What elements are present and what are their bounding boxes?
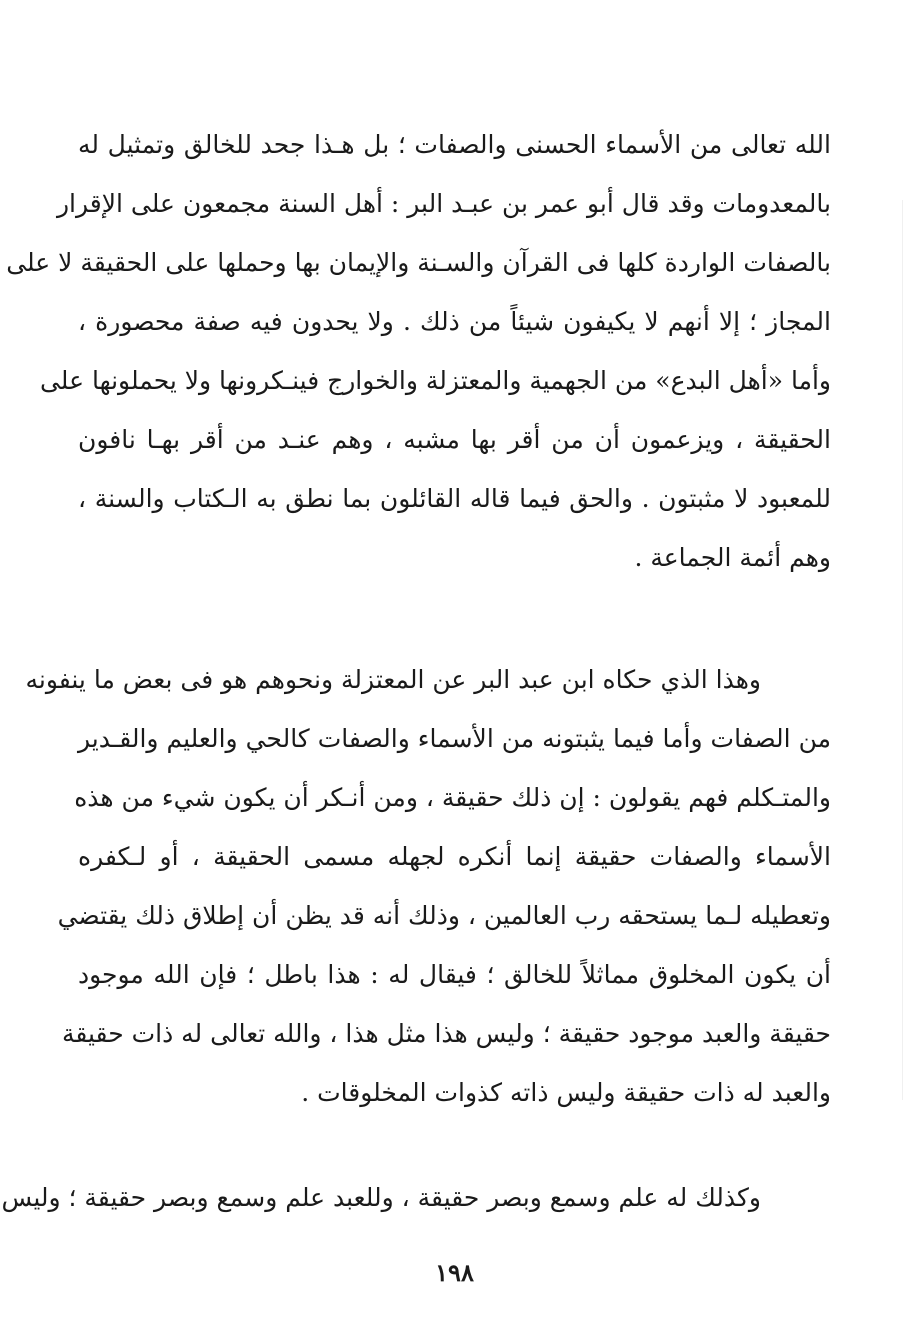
text-line: المجاز ؛ إلا أنهم لا يكيفون شيئاً من ذلك . ولا يحدون فيه صفة محصورة ، xyxy=(78,307,831,336)
text-line: للمعبود لا مثبتون . والحق فيما قاله القائلون بما نطق به الـكتاب والسنة ، xyxy=(78,484,831,513)
paragraph-3 xyxy=(1,1168,831,1227)
text-line: أن يكون المخلوق مماثلاً للخالق ؛ فيقال له : هذا باطل ؛ فإن الله موجود xyxy=(78,960,831,989)
page-number: ١٩٨ xyxy=(435,1258,474,1287)
text-line: وكذلك له علم وسمع وبصر حقيقة ، وللعبد علم وسمع وبصر حقيقة ؛ وليس xyxy=(1,1183,761,1212)
text-line: الحقيقة ، ويزعمون أن من أقر بها مشبه ، وهم عنـد من أقر بهـا نافون xyxy=(78,425,831,454)
text-line: بالمعدومات وقد قال أبو عمر بن عبـد البر : أهل السنة مجمعون على الإقرار xyxy=(56,189,831,218)
text-line: بالصفات الواردة كلها فى القرآن والسـنة والإيمان بها وحملها على الحقيقة لا على xyxy=(6,248,831,277)
text-line: حقيقة والعبد موجود حقيقة ؛ وليس هذا مثل هذا ، والله تعالى له ذات حقيقة xyxy=(61,1019,831,1048)
text-line: من الصفات وأما فيما يثبتونه من الأسماء والصفات كالحي والعليم والقـدير xyxy=(78,724,831,753)
paragraph-1 xyxy=(6,115,831,587)
text-line: وهذا الذي حكاه ابن عبد البر عن المعتزلة ونحوهم هو فى بعض ما ينفونه xyxy=(25,665,761,694)
text-line: وأما «أهل البدع» من الجهمية والمعتزلة والخوارج فينـكرونها ولا يحملونها على xyxy=(39,366,831,395)
text-line: الأسماء والصفات حقيقة إنما أنكره لجهله مسمى الحقيقة ، أو لـكفره xyxy=(78,842,831,871)
page-edge-shadow xyxy=(902,200,903,1100)
text-line: والعبد له ذات حقيقة وليس ذاته كذوات المخلوقات . xyxy=(301,1078,831,1107)
text-line: والمتـكلم فهم يقولون : إن ذلك حقيقة ، ومن أنـكر أن يكون شيء من هذه xyxy=(74,783,831,812)
paragraph-2 xyxy=(25,650,831,1122)
text-line: الله تعالى من الأسماء الحسنى والصفات ؛ بل هـذا جحد للخالق وتمثيل له xyxy=(78,130,831,159)
text-line: وهم أئمة الجماعة . xyxy=(634,543,831,572)
text-line: وتعطيله لـما يستحقه رب العالمين ، وذلك أنه قد يظن أن إطلاق ذلك يقتضي xyxy=(57,901,831,930)
